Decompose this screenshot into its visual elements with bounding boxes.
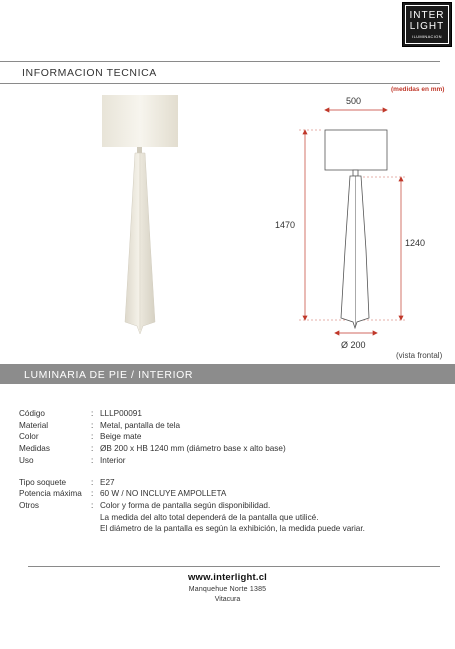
spec-row: Medidas : ØB 200 x HB 1240 mm (diámetro base x alto base) — [19, 444, 286, 454]
spec-row: Otros : Color y forma de pantalla según disponibilidad. — [19, 500, 271, 510]
brand-logo — [402, 2, 452, 47]
lamp-neck — [137, 147, 142, 153]
website-link[interactable]: www.interlight.cl — [187, 572, 268, 583]
logo-line-1: INTER — [409, 9, 445, 21]
spec-row: Material : Metal, pantalla de tela — [19, 420, 181, 430]
category-band — [0, 364, 455, 384]
spec-row: Potencia máxima : 60 W / NO INCLUYE AMPOLLETA — [19, 489, 227, 499]
dim-width-label: 500 — [346, 96, 362, 106]
spec-extra-line: El diámetro de la pantalla es según la exhibición, la medida puede variar. — [100, 524, 365, 534]
lamp-photo — [95, 90, 185, 335]
footer — [0, 572, 455, 603]
dim-base-diameter-label: Ø 200 — [341, 340, 366, 350]
dim-total-height-label: 1470 — [275, 220, 296, 230]
section-title: INFORMACION TECNICA — [22, 67, 157, 79]
specs-table — [19, 408, 365, 535]
category-title: LUMINARIA DE PIE / INTERIOR — [24, 369, 194, 381]
logo-line-2: LIGHT — [409, 20, 445, 32]
units-note: (medidas en mm) — [391, 86, 445, 93]
top-divider — [0, 61, 440, 62]
spec-row: Código : LLLP00091 — [19, 409, 142, 418]
view-note: (vista frontal) — [396, 351, 443, 360]
spec-row: Uso : Interior — [19, 455, 126, 465]
lamp-shade — [102, 95, 178, 147]
logo-frame — [405, 5, 449, 44]
technical-drawing — [295, 100, 415, 350]
spec-row: Tipo soquete : E27 — [19, 477, 115, 487]
section-divider — [0, 83, 440, 84]
drawing-base — [341, 176, 369, 328]
dim-base-height-label: 1240 — [405, 238, 426, 248]
footer-divider — [28, 566, 440, 567]
logo-line-3: ILUMINACION — [412, 33, 442, 39]
spec-row: Color : Beige mate — [19, 432, 142, 442]
address: Manquehue Norte 1385 — [188, 586, 267, 593]
spec-extra-line: La medida del alto total dependerá de la pantalla que utilicé. — [100, 512, 319, 522]
city: Vitacura — [214, 596, 241, 603]
drawing-shade — [325, 130, 387, 170]
